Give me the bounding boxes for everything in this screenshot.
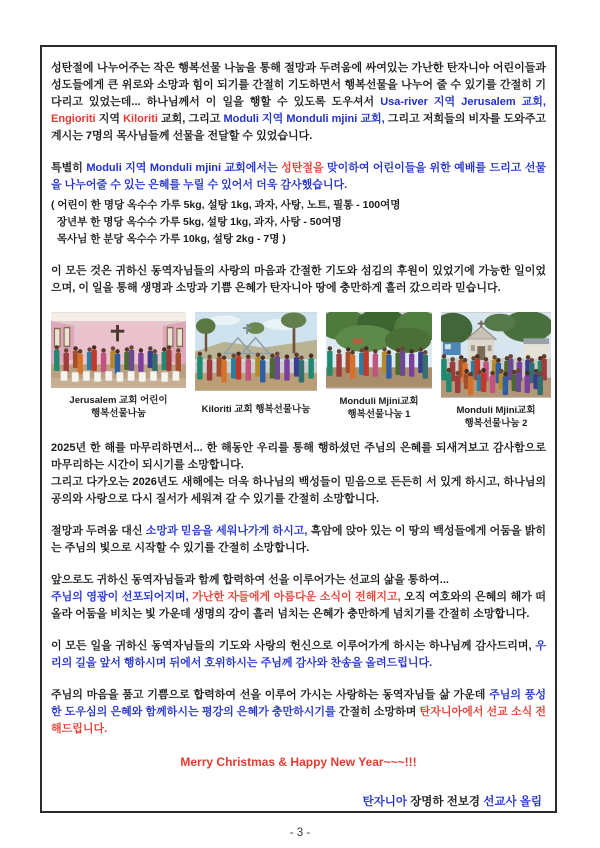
text-segment: 그리고 저희들의 비자를 도와주고 계시는 7명의 목사님들께 선물을 전달할 수 있었습니다. [51,113,546,142]
text-segment: 그리고 다가오는 2026년도 새해에는 더욱 하나님의 백성들이 믿음으로 든든히 서 있게 하시고, 하나님의 공의와 사랑으로 다시 질서가 세워져 갈 수 있기를 간절히 소망합니다. [51,476,546,505]
paragraph [51,60,546,145]
caption-line: Monduli Mjini교회 [456,405,536,416]
photo-monduli-mjini-1 [326,312,432,389]
text-segment: 오직 여호와의 은혜의 해가 떠올라 어둠을 비치는 빛 가운데 생명의 강이 흘러 넘치는 은혜가 충만하게 넘치기를 간절히 소망합니다. [51,591,546,620]
text-segment: Kiloriti [123,113,158,125]
body-text-top [51,60,546,297]
caption-line: 행복선물나눔 [90,408,147,419]
text-segment: 흑암에 앉아 있는 이 땅의 백성들에게 어둠을 밝히는 주님의 빛으로 시작할 수 있기를 간절히 소망합니다. [51,525,546,554]
body-text-bottom [51,440,546,738]
caption-line: 행복선물나눔 2 [464,418,528,429]
christmas-greeting: Merry Christmas & Happy New Year~~~!!! [180,755,417,769]
paragraph [51,572,546,623]
photo-figure-monduli-2 [441,312,551,430]
text-segment: Moduli 지역 Monduli mjini 교회, [223,113,385,125]
text-segment: ( 어린이 한 명당 옥수수 가루 5kg, 설탕 1kg, 과자, 사탕, 노트, 필통 - 100여명 [51,199,401,211]
text-segment: 간절히 소망하며 [335,706,420,718]
paragraph [51,197,546,248]
photo-monduli-mjini-2 [441,312,551,398]
text-segment: Usa-river 지역 Jerusalem 교회, [380,96,546,108]
text-segment: 이 모든 것은 귀하신 동역자님들의 사랑의 마음과 간절한 기도와 섬김의 후원이 있었기에 가능한 일이었으며, 이 일을 통해 생명과 소망과 기쁨 은혜가 탄자니아 땅에 충만하게 흘러 갔으리라 믿습니다. [51,265,546,294]
photo-caption-kiloriti [202,397,311,429]
caption-line: Jerusalem 교회 어린이 [69,395,168,406]
photo-caption-jerusalem [69,394,167,420]
signature-title: 선교사 올림 [483,796,542,808]
text-segment: 교회, 그리고 [157,113,224,125]
photo-kiloriti-church [195,312,317,391]
text-segment: 우리의 길을 앞서 행하시며 뒤에서 호위하시는 주님께 감사와 찬송을 올려드립니다. [51,640,546,669]
photo-row [51,312,546,430]
text-segment: 목사님 한 분당 옥수수 가루 10kg, 설탕 2kg - 7명 ) [51,233,286,245]
signature-line [51,793,542,809]
text-segment: 탄자니아에서 선교 소식 전해드립니다. [51,706,546,735]
text-segment: 장년부 한 명당 옥수수 가루 5kg, 설탕 1kg, 과자, 사탕 - 50여명 [51,216,342,228]
text-segment: 2025년 한 해를 마무리하면서... 한 해동안 우리를 통해 행하셨던 주님의 은혜를 되새겨보고 감사함으로 마무리하는 시간이 되시기를 소망합니다. [51,442,546,471]
text-segment: Engioriti [51,113,96,125]
paragraph [51,440,546,508]
photo-jerusalem-church-children [51,312,186,388]
text-segment: 주님의 영광이 선포되어지며, [51,591,189,603]
signature-names: 장명하 전보경 [407,796,484,808]
photo-figure-kiloriti [195,312,317,429]
text-segment: 맞이하여 어린이들을 위한 예배를 드리고 선물을 나누어줄 수 있는 은혜를 누릴 수 있어서 더욱 감사했습니다. [51,162,547,191]
text-segment: 절망과 두려움 대신 [51,525,146,537]
text-segment: 특별히 [51,162,87,174]
paragraph [51,687,546,738]
photo-figure-jerusalem [51,312,186,420]
text-segment: 소망과 믿음을 세워나가게 하시고, [145,525,308,537]
text-segment: 가난한 자들에게 아름다운 소식이 전해지고, [192,591,401,603]
text-segment: 지역 [95,113,124,125]
page-number: - 3 - [289,827,311,839]
paragraph [51,160,546,194]
paragraph [51,523,546,557]
text-segment: 주님의 마음을 품고 기쁨으로 합력하여 선을 이루어 가시는 사랑하는 동역자님들 삶 가운데 [51,689,490,701]
text-segment: 앞으로도 귀하신 동역자님들과 함께 합력하여 선을 이루어가는 선교의 삶을 통하여... [51,574,449,586]
caption-line: Monduli Mjini교회 [339,396,419,407]
caption-line: Kiloriti 교회 행복선물나눔 [201,404,311,415]
photo-caption-monduli-2 [456,404,535,430]
photo-figure-monduli-1 [326,312,432,421]
text-segment: 주님의 풍성한 도우심의 은혜와 함께하시는 평강의 은혜가 충만하시기를 [51,689,547,718]
content-border-box [40,45,557,813]
text-segment: Moduli 지역 Monduli mjini 교회에서는 [86,162,282,174]
signature-country: 탄자니아 [362,796,407,808]
text-segment: 이 모든 일을 귀하신 동역자님들의 기도와 사랑의 헌신으로 이루어가게 하시는 하나님께 감사드리며, [51,640,536,652]
caption-line: 행복선물나눔 1 [347,409,411,420]
text-segment: 성탄절에 나누어주는 작은 행복선물 나눔을 통해 절망과 두려움에 싸여있는 가난한 탄자니아 어린이들과 성도들에게 큰 위로와 소망과 힘이 되기를 간절히 기도하면서 행복선물을 나누어 줄 수 있기를 간절히 기다리고 있었는데... 하나님께서 이 일을 행할 수 있도록 도우셔서 [51,62,546,108]
paragraph [51,263,546,297]
text-segment: 성탄절을 [281,162,324,174]
paragraph [51,638,546,672]
photo-caption-monduli-1 [339,395,418,421]
